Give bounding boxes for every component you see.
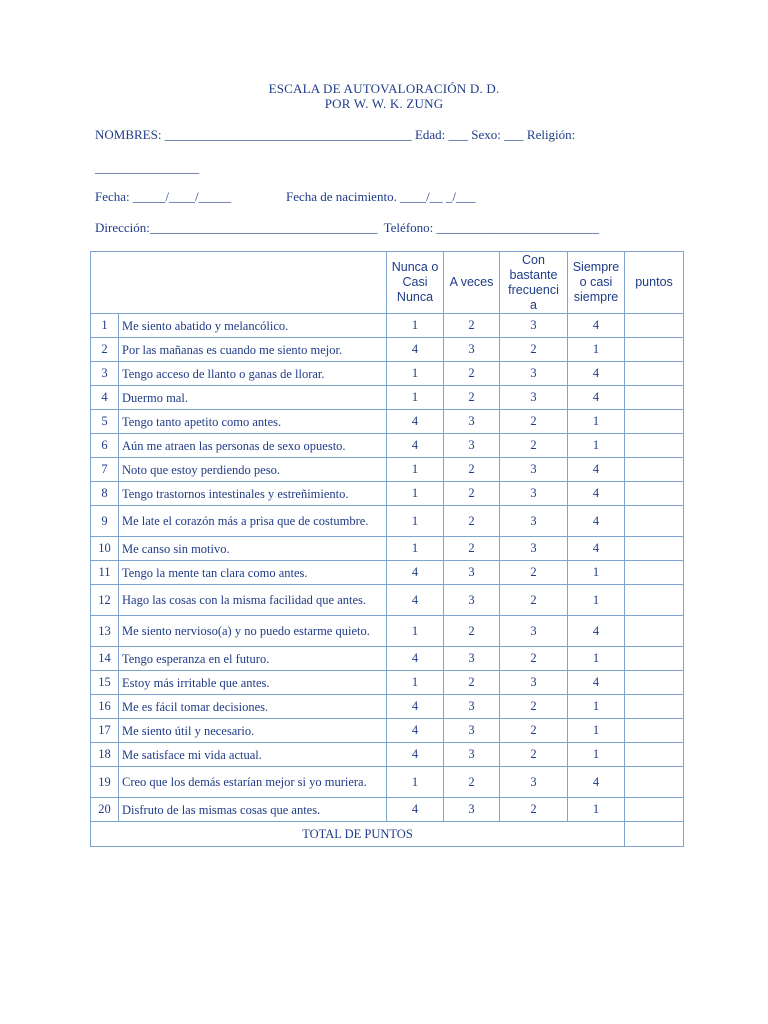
option-value[interactable]: 1 xyxy=(387,458,444,482)
header-puntos: puntos xyxy=(625,252,684,314)
option-value[interactable]: 4 xyxy=(387,434,444,458)
option-value[interactable]: 2 xyxy=(444,386,500,410)
item-number: 5 xyxy=(91,410,119,434)
points-cell[interactable] xyxy=(625,386,684,410)
option-value[interactable]: 2 xyxy=(444,671,500,695)
option-value[interactable]: 1 xyxy=(387,616,444,647)
item-statement: Me es fácil tomar decisiones. xyxy=(119,695,387,719)
option-value[interactable]: 2 xyxy=(500,647,568,671)
table-row xyxy=(91,314,684,338)
item-number: 18 xyxy=(91,743,119,767)
option-value[interactable]: 1 xyxy=(568,561,625,585)
option-value[interactable]: 3 xyxy=(500,314,568,338)
item-statement: Noto que estoy perdiendo peso. xyxy=(119,458,387,482)
fecha-nacimiento-line[interactable]: Fecha de nacimiento. ____/__ _/___ xyxy=(286,189,476,204)
option-value[interactable]: 2 xyxy=(444,537,500,561)
option-value[interactable]: 2 xyxy=(500,410,568,434)
option-value[interactable]: 3 xyxy=(500,458,568,482)
option-value[interactable]: 4 xyxy=(568,537,625,561)
option-value[interactable]: 1 xyxy=(568,695,625,719)
item-statement: Me canso sin motivo. xyxy=(119,537,387,561)
points-cell[interactable] xyxy=(625,506,684,537)
nombres-continuation-line[interactable]: ________________ xyxy=(95,160,199,175)
option-value[interactable]: 4 xyxy=(387,585,444,616)
item-statement: Creo que los demás estarían mejor si yo muriera. xyxy=(119,767,387,798)
item-number: 7 xyxy=(91,458,119,482)
option-value[interactable]: 3 xyxy=(500,506,568,537)
option-value[interactable]: 2 xyxy=(444,482,500,506)
total-points-cell[interactable] xyxy=(625,822,684,847)
option-value[interactable]: 1 xyxy=(568,434,625,458)
table-row xyxy=(91,338,684,362)
form-title xyxy=(0,81,768,111)
option-value[interactable]: 3 xyxy=(500,767,568,798)
item-number: 17 xyxy=(91,719,119,743)
item-number: 14 xyxy=(91,647,119,671)
option-value[interactable]: 3 xyxy=(444,695,500,719)
option-value[interactable]: 3 xyxy=(444,798,500,822)
option-value[interactable]: 1 xyxy=(568,338,625,362)
option-value[interactable]: 3 xyxy=(444,338,500,362)
option-value[interactable]: 3 xyxy=(444,743,500,767)
option-value[interactable]: 1 xyxy=(568,798,625,822)
option-value[interactable]: 4 xyxy=(568,506,625,537)
option-value[interactable]: 4 xyxy=(568,314,625,338)
header-blank xyxy=(91,252,387,314)
points-cell[interactable] xyxy=(625,671,684,695)
option-value[interactable]: 3 xyxy=(500,482,568,506)
option-value[interactable]: 1 xyxy=(387,671,444,695)
option-value[interactable]: 1 xyxy=(387,362,444,386)
option-value[interactable]: 3 xyxy=(500,616,568,647)
zung-scale-table xyxy=(90,251,684,847)
item-statement: Me satisface mi vida actual. xyxy=(119,743,387,767)
points-cell[interactable] xyxy=(625,767,684,798)
option-value[interactable]: 1 xyxy=(568,719,625,743)
table-row xyxy=(91,616,684,647)
option-value[interactable]: 2 xyxy=(500,561,568,585)
item-number: 20 xyxy=(91,798,119,822)
table-row xyxy=(91,506,684,537)
option-value[interactable]: 1 xyxy=(568,410,625,434)
item-statement: Tengo tanto apetito como antes. xyxy=(119,410,387,434)
option-value[interactable]: 1 xyxy=(568,647,625,671)
title-line-1: ESCALA DE AUTOVALORACIÓN D. D. xyxy=(268,81,500,96)
header-siempre: Siempre o casi siempre xyxy=(568,252,625,314)
table-row xyxy=(91,561,684,585)
item-number: 16 xyxy=(91,695,119,719)
item-number: 2 xyxy=(91,338,119,362)
header-con-bastante-frecuencia: Con bastante frecuenci a xyxy=(500,252,568,314)
option-value[interactable]: 1 xyxy=(387,314,444,338)
points-cell[interactable] xyxy=(625,798,684,822)
points-cell[interactable] xyxy=(625,616,684,647)
option-value[interactable]: 1 xyxy=(387,482,444,506)
points-cell[interactable] xyxy=(625,585,684,616)
points-cell[interactable] xyxy=(625,719,684,743)
option-value[interactable]: 4 xyxy=(387,798,444,822)
option-value[interactable]: 2 xyxy=(500,338,568,362)
points-cell[interactable] xyxy=(625,338,684,362)
option-value[interactable]: 1 xyxy=(568,743,625,767)
option-value[interactable]: 4 xyxy=(568,362,625,386)
option-value[interactable]: 3 xyxy=(500,537,568,561)
header-a-veces: A veces xyxy=(444,252,500,314)
option-value[interactable]: 1 xyxy=(387,767,444,798)
option-value[interactable]: 2 xyxy=(500,798,568,822)
table-row xyxy=(91,410,684,434)
points-cell[interactable] xyxy=(625,434,684,458)
item-statement: Tengo trastornos intestinales y estreñimiento. xyxy=(119,482,387,506)
item-statement: Estoy más irritable que antes. xyxy=(119,671,387,695)
option-value[interactable]: 1 xyxy=(387,506,444,537)
option-value[interactable]: 3 xyxy=(444,585,500,616)
option-value[interactable]: 4 xyxy=(568,616,625,647)
option-value[interactable]: 2 xyxy=(500,434,568,458)
option-value[interactable]: 3 xyxy=(444,719,500,743)
item-statement: Me late el corazón más a prisa que de costumbre. xyxy=(119,506,387,537)
table-row xyxy=(91,743,684,767)
table-row xyxy=(91,386,684,410)
item-number: 19 xyxy=(91,767,119,798)
points-cell[interactable] xyxy=(625,314,684,338)
item-number: 15 xyxy=(91,671,119,695)
table-row xyxy=(91,719,684,743)
item-number: 3 xyxy=(91,362,119,386)
option-value[interactable]: 2 xyxy=(444,362,500,386)
points-cell[interactable] xyxy=(625,695,684,719)
points-cell[interactable] xyxy=(625,482,684,506)
option-value[interactable]: 2 xyxy=(444,458,500,482)
option-value[interactable]: 4 xyxy=(387,647,444,671)
option-value[interactable]: 4 xyxy=(387,695,444,719)
table-row xyxy=(91,362,684,386)
option-value[interactable]: 4 xyxy=(387,338,444,362)
item-number: 6 xyxy=(91,434,119,458)
points-cell[interactable] xyxy=(625,410,684,434)
item-number: 13 xyxy=(91,616,119,647)
item-number: 1 xyxy=(91,314,119,338)
item-number: 4 xyxy=(91,386,119,410)
option-value[interactable]: 1 xyxy=(387,386,444,410)
option-value[interactable]: 2 xyxy=(444,767,500,798)
item-statement: Me siento nervioso(a) y no puedo estarme quieto. xyxy=(119,616,387,647)
points-cell[interactable] xyxy=(625,647,684,671)
option-value[interactable]: 4 xyxy=(568,482,625,506)
option-value[interactable]: 4 xyxy=(387,410,444,434)
table-row xyxy=(91,767,684,798)
table-header-row xyxy=(91,252,684,314)
option-value[interactable]: 2 xyxy=(500,719,568,743)
item-number: 8 xyxy=(91,482,119,506)
option-value[interactable]: 4 xyxy=(387,719,444,743)
table-body xyxy=(91,314,684,822)
option-value[interactable]: 3 xyxy=(500,386,568,410)
item-statement: Duermo mal. xyxy=(119,386,387,410)
option-value[interactable]: 4 xyxy=(568,671,625,695)
fecha-line[interactable]: Fecha: _____/____/_____ xyxy=(95,189,232,204)
total-row xyxy=(91,822,684,847)
item-statement: Disfruto de las mismas cosas que antes. xyxy=(119,798,387,822)
nombres-line[interactable]: NOMBRES: ______________________________________ Edad: ___ Sexo: ___ Religión: xyxy=(95,127,576,142)
item-number: 9 xyxy=(91,506,119,537)
header-nunca: Nunca o Casi Nunca xyxy=(387,252,444,314)
option-value[interactable]: 4 xyxy=(568,386,625,410)
item-statement: Tengo la mente tan clara como antes. xyxy=(119,561,387,585)
option-value[interactable]: 4 xyxy=(568,458,625,482)
option-value[interactable]: 4 xyxy=(568,767,625,798)
option-value[interactable]: 3 xyxy=(500,671,568,695)
table-row xyxy=(91,482,684,506)
item-number: 11 xyxy=(91,561,119,585)
option-value[interactable]: 3 xyxy=(444,561,500,585)
option-value[interactable]: 2 xyxy=(500,695,568,719)
points-cell[interactable] xyxy=(625,537,684,561)
option-value[interactable]: 4 xyxy=(387,561,444,585)
table-row xyxy=(91,537,684,561)
item-statement: Tengo acceso de llanto o ganas de llorar. xyxy=(119,362,387,386)
item-number: 12 xyxy=(91,585,119,616)
item-statement: Me siento abatido y melancólico. xyxy=(119,314,387,338)
option-value[interactable]: 3 xyxy=(444,434,500,458)
table-row xyxy=(91,798,684,822)
table-row xyxy=(91,695,684,719)
item-statement: Aún me atraen las personas de sexo opuesto. xyxy=(119,434,387,458)
option-value[interactable]: 2 xyxy=(500,743,568,767)
table-row xyxy=(91,647,684,671)
item-number: 10 xyxy=(91,537,119,561)
item-statement: Tengo esperanza en el futuro. xyxy=(119,647,387,671)
option-value[interactable]: 4 xyxy=(387,743,444,767)
points-cell[interactable] xyxy=(625,561,684,585)
total-label: TOTAL DE PUNTOS xyxy=(91,822,625,847)
option-value[interactable]: 2 xyxy=(444,616,500,647)
points-cell[interactable] xyxy=(625,458,684,482)
option-value[interactable]: 2 xyxy=(444,506,500,537)
table-row xyxy=(91,671,684,695)
option-value[interactable]: 3 xyxy=(444,647,500,671)
option-value[interactable]: 3 xyxy=(444,410,500,434)
option-value[interactable]: 1 xyxy=(568,585,625,616)
points-cell[interactable] xyxy=(625,743,684,767)
option-value[interactable]: 3 xyxy=(500,362,568,386)
item-statement: Hago las cosas con la misma facilidad que antes. xyxy=(119,585,387,616)
table-row xyxy=(91,585,684,616)
table-row xyxy=(91,458,684,482)
option-value[interactable]: 1 xyxy=(387,537,444,561)
option-value[interactable]: 2 xyxy=(500,585,568,616)
table-row xyxy=(91,434,684,458)
item-statement: Por las mañanas es cuando me siento mejor. xyxy=(119,338,387,362)
direccion-telefono-line[interactable]: Dirección:___________________________________ Teléfono: _________________________ xyxy=(95,220,600,235)
item-statement: Me siento útil y necesario. xyxy=(119,719,387,743)
option-value[interactable]: 2 xyxy=(444,314,500,338)
points-cell[interactable] xyxy=(625,362,684,386)
title-line-2: POR W. W. K. ZUNG xyxy=(324,96,444,111)
